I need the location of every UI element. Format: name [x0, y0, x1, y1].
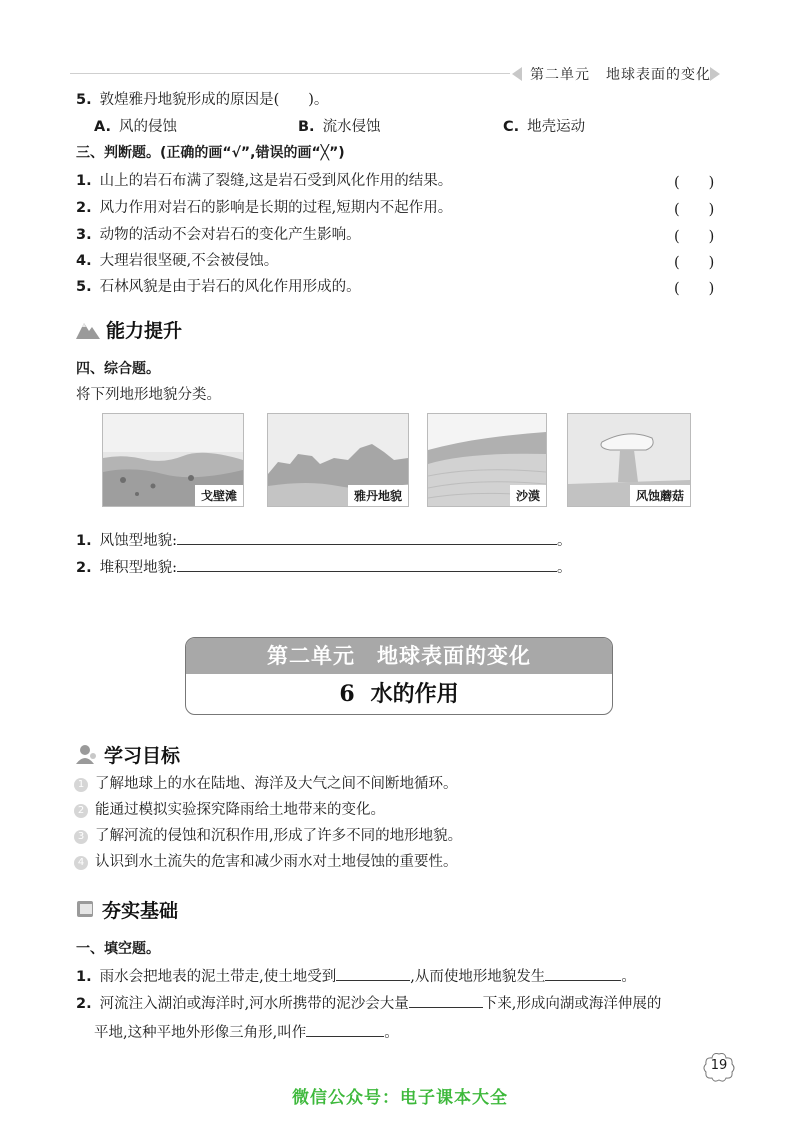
classify-question-2: 2. 堆积型地貌: 。	[76, 556, 572, 578]
question-5: 5. 敦煌雅丹地貌形成的原因是( )。	[76, 92, 329, 108]
photo-yardang	[267, 413, 409, 507]
triangle-left-icon	[512, 67, 522, 81]
answer-blank[interactable]	[306, 1021, 384, 1037]
photo-caption: 戈壁滩	[195, 485, 243, 506]
answer-blank[interactable]	[177, 529, 557, 545]
lesson-title-box	[185, 637, 613, 715]
answer-blank[interactable]	[336, 965, 410, 981]
triangle-right-icon	[710, 67, 720, 81]
running-header	[0, 64, 800, 84]
judge-item: 3. 动物的活动不会对岩石的变化产生影响。	[76, 227, 361, 243]
photo-gobi	[102, 413, 244, 507]
ability-heading: 能力提升	[76, 316, 182, 344]
photo-desert	[427, 413, 547, 507]
fill-question-2-cont: 平地,这种平地外形像三角形,叫作 。	[94, 1021, 399, 1043]
person-icon	[76, 744, 98, 769]
page-number: 19	[702, 1052, 736, 1082]
goal-item: 2 能通过模拟实验探究降雨给土地带来的变化。	[74, 800, 385, 820]
header-rule	[70, 73, 510, 74]
book-icon	[76, 899, 96, 924]
mountain-icon	[76, 319, 100, 344]
basics-heading: 夯实基础	[76, 896, 178, 924]
photo-caption: 风蚀蘑菇	[630, 485, 690, 506]
answer-paren: ( )	[674, 175, 715, 191]
photo-caption: 雅丹地貌	[348, 485, 408, 506]
photo-caption: 沙漠	[510, 485, 546, 506]
answer-paren: ( )	[674, 255, 715, 271]
fill-title: 一、填空题。	[76, 941, 160, 957]
fill-question-2: 2. 河流注入湖泊或海洋时,河水所携带的泥沙会大量 下来,形成向湖或海洋伸展的	[76, 992, 661, 1014]
option-c: C. 地壳运动	[503, 119, 586, 135]
judge-item: 5. 石林风貌是由于岩石的风化作用形成的。	[76, 279, 361, 295]
judge-item: 1. 山上的岩石布满了裂缝,这是岩石受到风化作用的结果。	[76, 173, 453, 189]
goal-item: 1 了解地球上的水在陆地、海洋及大气之间不间断地循环。	[74, 774, 458, 794]
header-title: 第二单元 地球表面的变化	[530, 67, 711, 83]
answer-paren: ( )	[674, 281, 715, 297]
answer-blank[interactable]	[545, 965, 621, 981]
classify-question-1: 1. 风蚀型地貌: 。	[76, 529, 572, 551]
answer-blank[interactable]	[409, 992, 483, 1008]
footer-watermark: 微信公众号：电子课本大全	[292, 1088, 508, 1108]
goals-heading: 学习目标	[76, 741, 180, 769]
photo-mushroom	[567, 413, 691, 507]
goal-item: 3 了解河流的侵蚀和沉积作用,形成了许多不同的地形地貌。	[74, 826, 462, 846]
judge-title: 三、判断题。(正确的画“√”,错误的画“╳”)	[76, 145, 345, 161]
answer-blank[interactable]	[177, 556, 557, 572]
judge-item: 4. 大理岩很坚硬,不会被侵蚀。	[76, 253, 279, 269]
option-a: A. 风的侵蚀	[94, 119, 177, 135]
comprehensive-instruction: 将下列地形地貌分类。	[76, 387, 221, 403]
answer-paren: ( )	[674, 202, 715, 218]
option-b: B. 流水侵蚀	[298, 119, 381, 135]
judge-item: 2. 风力作用对岩石的影响是长期的过程,短期内不起作用。	[76, 200, 453, 216]
lesson-title: 6 水的作用	[339, 681, 459, 707]
answer-paren: ( )	[674, 229, 715, 245]
comprehensive-title: 四、综合题。	[76, 361, 160, 377]
fill-question-1: 1. 雨水会把地表的泥土带走,使土地受到 ,从而使地形地貌发生 。	[76, 965, 636, 987]
unit-title: 第二单元 地球表面的变化	[186, 638, 612, 674]
goal-item: 4 认识到水土流失的危害和减少雨水对土地侵蚀的重要性。	[74, 852, 458, 872]
